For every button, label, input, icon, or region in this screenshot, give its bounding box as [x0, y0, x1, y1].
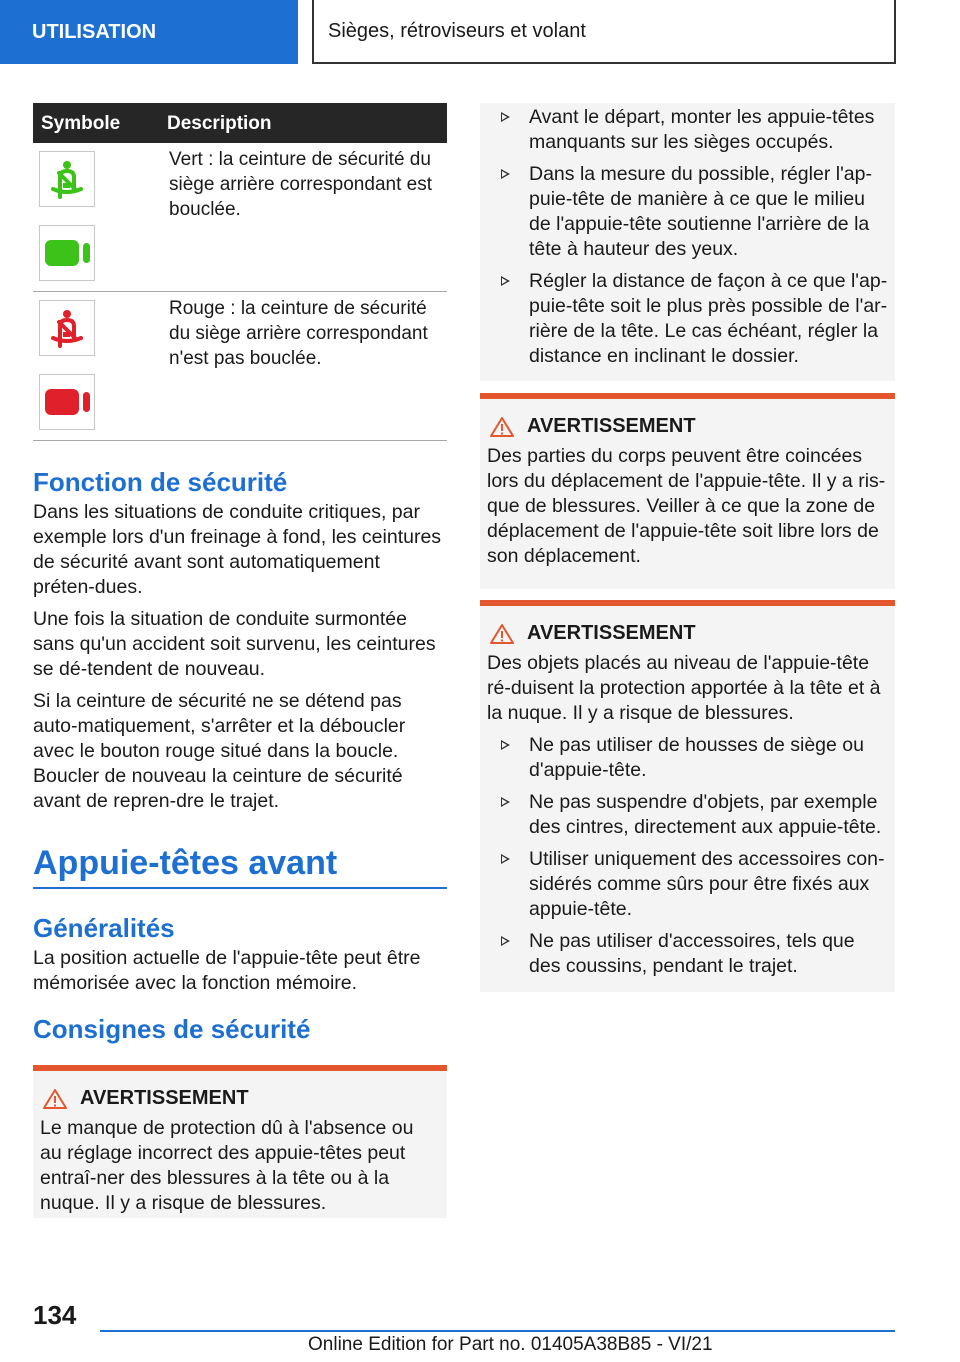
col-description-header: Description [161, 103, 447, 143]
security-paragraph: Si la ceinture de sécurité ne se détend pas auto-matiquement, s'arrêter et la déboucler avec le bouton rouge situé dans la boucle. Boucler de nouveau la ceinture de sécurité avant de repren-dre le trajet. [33, 690, 406, 812]
table-row [33, 143, 447, 292]
header-section-tab [0, 0, 298, 64]
list-item-text: Utiliser uniquement des accessoires con-sidérés comme sûrs pour être fixés aux appuie-tête. [529, 848, 885, 920]
seat-indicator-red-icon [39, 374, 95, 430]
bullet-triangle-icon [501, 112, 510, 122]
warning-heading [487, 622, 888, 645]
warning-heading [40, 1087, 440, 1110]
footer-edition: Online Edition for Part no. 01405A38B85 - VI/21 [308, 1334, 713, 1355]
warning-continued-box [480, 103, 895, 381]
list-item-text: Dans la mesure du possible, régler l'ap-puie-tête de manière à ce que le milieu de l'appuie-tête soutienne l'arrière de la tête à hauteur des yeux. [529, 163, 872, 260]
list-item [487, 929, 888, 979]
symbol-cell [33, 143, 161, 292]
warning-title: AVERTISSEMENT [527, 622, 696, 644]
symbol-table-header [33, 103, 447, 143]
object-rules-list [487, 733, 888, 979]
list-item [487, 269, 888, 369]
warning-triangle-icon [42, 1088, 68, 1110]
col-symbol-header: Symbole [33, 103, 161, 143]
list-item-text: Ne pas utiliser de housses de siège ou d'appuie-tête. [529, 734, 864, 781]
description-cell: Rouge : la ceinture de sécurité du siège arrière correspondant n'est pas bouclée. [161, 292, 447, 441]
bullet-triangle-icon [501, 797, 510, 807]
list-item [487, 162, 888, 262]
warning-text: Des parties du corps peuvent être coincées lors du déplacement de l'appuie-tête. Il y a ris-que de blessures. Veiller à ce que la zone de déplacement de l'appuie-tête soit libre lors de son déplacement. [487, 445, 886, 567]
seat-indicator-green-icon [39, 225, 95, 281]
warning-title: AVERTISSEMENT [80, 1087, 249, 1109]
bullet-triangle-icon [501, 936, 510, 946]
list-item-text: Ne pas suspendre d'objets, par exemple des cintres, directement aux appuie-tête. [529, 791, 882, 838]
headrest-steps-list [487, 105, 888, 369]
page-number: 134 [33, 1300, 77, 1330]
warning-text: Des objets placés au niveau de l'appuie-tête ré-duisent la protection apportée à la tête et à la nuque. Il y a risque de blessures. [487, 652, 881, 724]
warning-triangle-icon [489, 623, 515, 645]
security-function-title: Fonction de sécurité [33, 467, 288, 497]
left-column [33, 103, 447, 1218]
table-row [33, 292, 447, 441]
symbol-table [33, 103, 447, 441]
list-item [487, 790, 888, 840]
list-item [487, 105, 888, 155]
warning-heading [487, 415, 888, 438]
bullet-triangle-icon [501, 276, 510, 286]
header-chapter-label: Sièges, rétroviseurs et volant [328, 19, 586, 42]
list-item-text: Régler la distance de façon à ce que l'ap-puie-tête soit le plus près possible de l'ar-rière de la tête. Le cas échéant, régler la distance en inclinant le dossier. [529, 270, 888, 367]
list-item-text: Avant le départ, monter les appuie-têtes manquants sur les sièges occupés. [529, 106, 875, 153]
safety-title: Consignes de sécurité [33, 1014, 311, 1044]
description-cell: Vert : la ceinture de sécurité du siège arrière correspondant est bouclée. [161, 143, 447, 292]
bullet-triangle-icon [501, 854, 510, 864]
warning-title: AVERTISSEMENT [527, 415, 696, 437]
general-paragraph: La position actuelle de l'appuie-tête peut être mémorisée avec la fonction mémoire. [33, 947, 421, 994]
warning-box [480, 393, 895, 589]
warning-box [480, 600, 895, 992]
list-item [487, 733, 888, 783]
list-item-text: Ne pas utiliser d'accessoires, tels que des coussins, pendant le trajet. [529, 930, 855, 977]
list-item [487, 847, 888, 922]
warning-text: Le manque de protection dû à l'absence ou au réglage incorrect des appuie-têtes peut entraî-ner des blessures à la tête ou à la nuque. Il y a risque de blessures. [40, 1117, 414, 1214]
warning-triangle-icon [489, 416, 515, 438]
general-title: Généralités [33, 913, 175, 943]
seatbelt-green-icon [39, 151, 95, 207]
security-paragraph: Dans les situations de conduite critiques, par exemple lors d'un freinage à fond, les ceintures de sécurité avant sont automatiquement préten-dues. [33, 501, 442, 598]
header-chapter-box [312, 0, 896, 64]
right-column [480, 103, 895, 992]
bullet-triangle-icon [501, 169, 510, 179]
header-section-label: UTILISATION [32, 20, 157, 43]
footer-divider [100, 1330, 895, 1332]
warning-box [33, 1065, 447, 1218]
seatbelt-red-icon [39, 300, 95, 356]
security-paragraph: Une fois la situation de conduite surmontée sans qu'un accident soit survenu, les ceintures se dé-tendent de nouveau. [33, 608, 436, 680]
symbol-cell [33, 292, 161, 441]
headrests-title: Appuie-têtes avant [33, 844, 338, 882]
bullet-triangle-icon [501, 740, 510, 750]
